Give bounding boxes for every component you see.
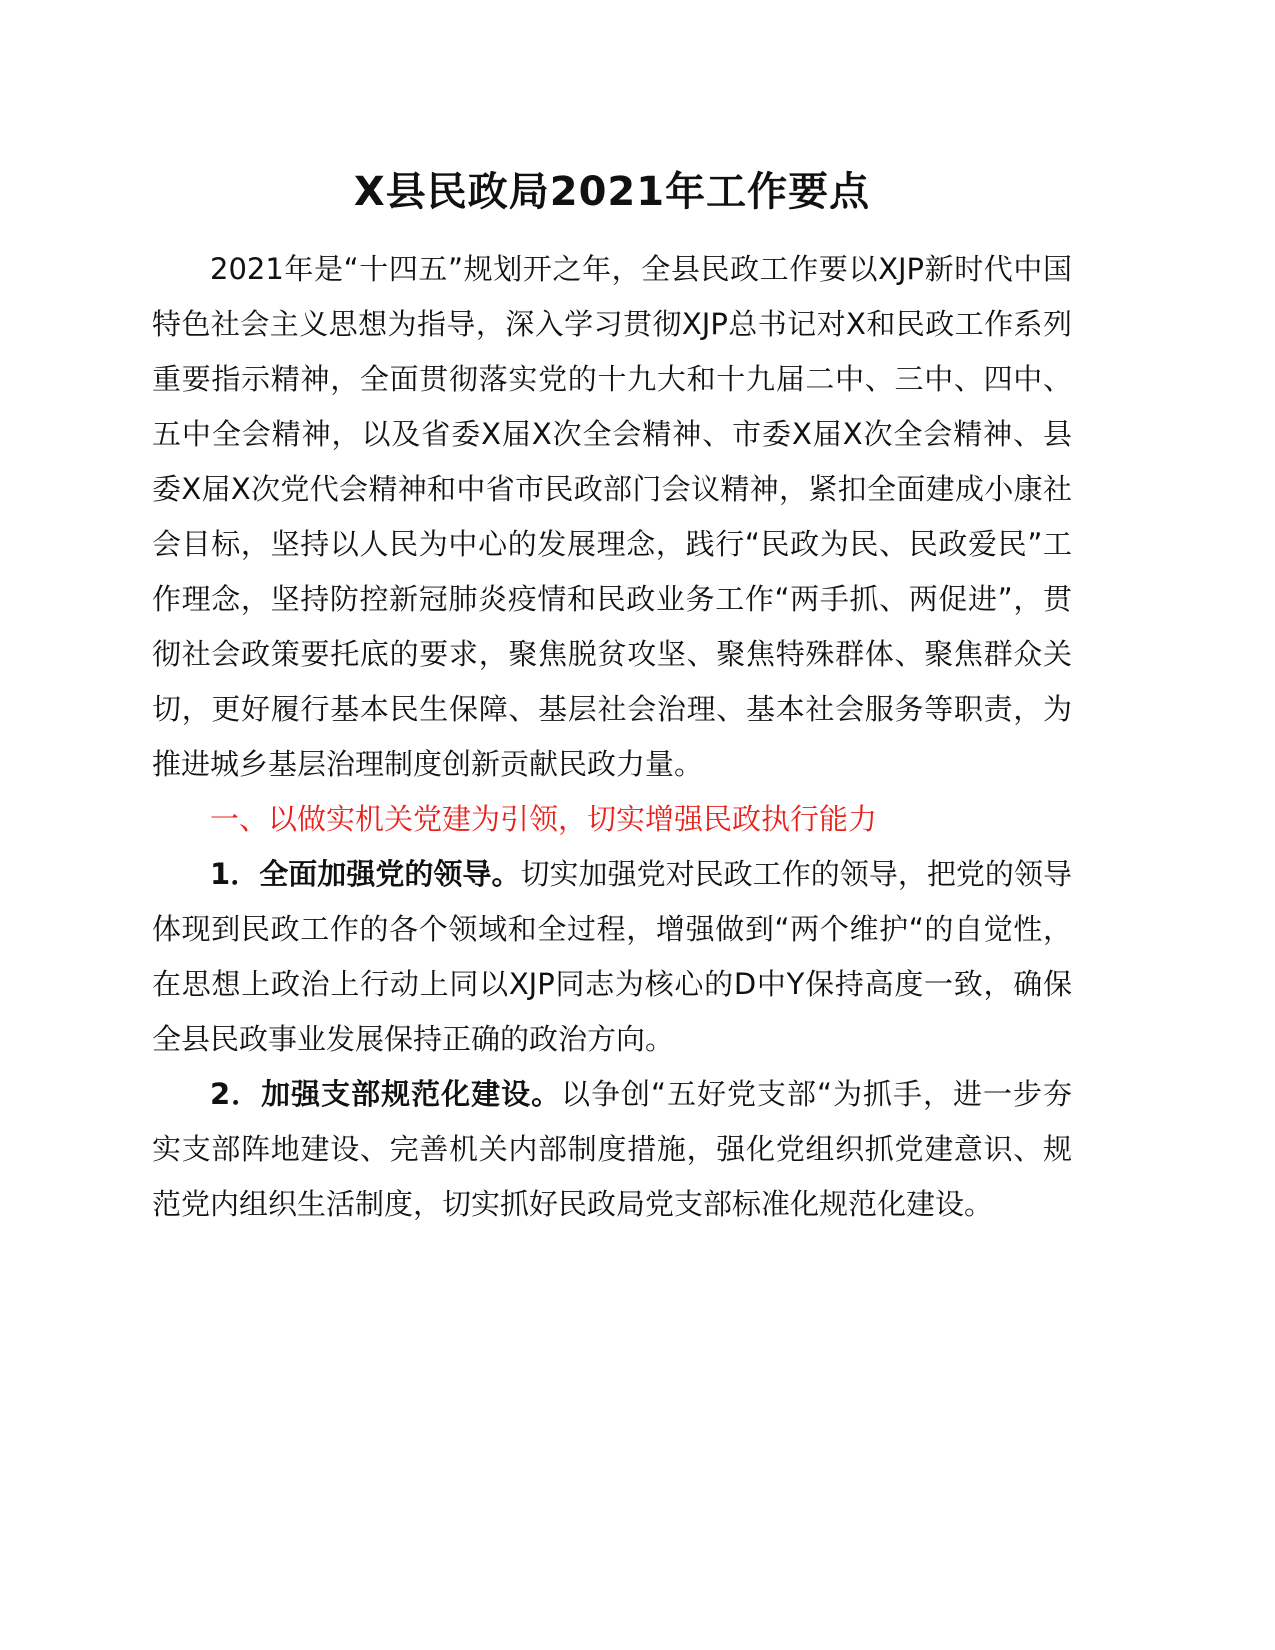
- intro-paragraph: 2021年是“十四五”规划开之年，全县民政工作要以XJP新时代中国特色社会主义思想为指导，深入学习贯彻XJP总书记对X和民政工作系列重要指示精神，全面贯彻落实党的十九大和十九届二中、三中、四中、五中全会精神，以及省委X届X次全会精神、市委X届X次全会精神、县委X届X次党代会精神和中省市民政部门会议精神，紧扣全面建成小康社会目标，坚持以人民为中心的发展理念，践行“民政为民、民政爱民”工作理念，坚持防控新冠肺炎疫情和民政业务工作“两手抓、两促进”，贯彻社会政策要托底的要求，聚焦脱贫攻坚、聚焦特殊群体、聚焦群众关切，更好履行基本民生保障、基层社会治理、基本社会服务等职责，为推进城乡基层治理制度创新贡献民政力量。: [152, 252, 1072, 781]
- document-title: X县民政局2021年工作要点: [353, 169, 871, 215]
- item-paragraph-2: [152, 1067, 1072, 1232]
- item-body-1: 切实加强党对民政工作的领导，把党的领导体现到民政工作的各个领域和全过程，增强做到“两个维护“的自觉性，在思想上政治上行动上同以XJP同志为核心的D中Y保持高度一致，确保全县民政事业发展保持正确的政治方向。: [152, 857, 1072, 1056]
- document-page: [152, 160, 1072, 1232]
- item-body-2: 以争创“五好党支部“为抓手，进一步夯实支部阵地建设、完善机关内部制度措施，强化党组织抓党建意识、规范党内组织生活制度，切实抓好民政局党支部标准化规范化建设。: [152, 1077, 1072, 1221]
- item-title-2: 2．加强支部规范化建设。: [210, 1077, 562, 1111]
- item-paragraph-1: [152, 847, 1072, 1067]
- item-title-1: 1．全面加强党的领导。: [210, 857, 521, 891]
- section-heading-1: 一、以做实机关党建为引领，切实增强民政执行能力: [210, 802, 878, 836]
